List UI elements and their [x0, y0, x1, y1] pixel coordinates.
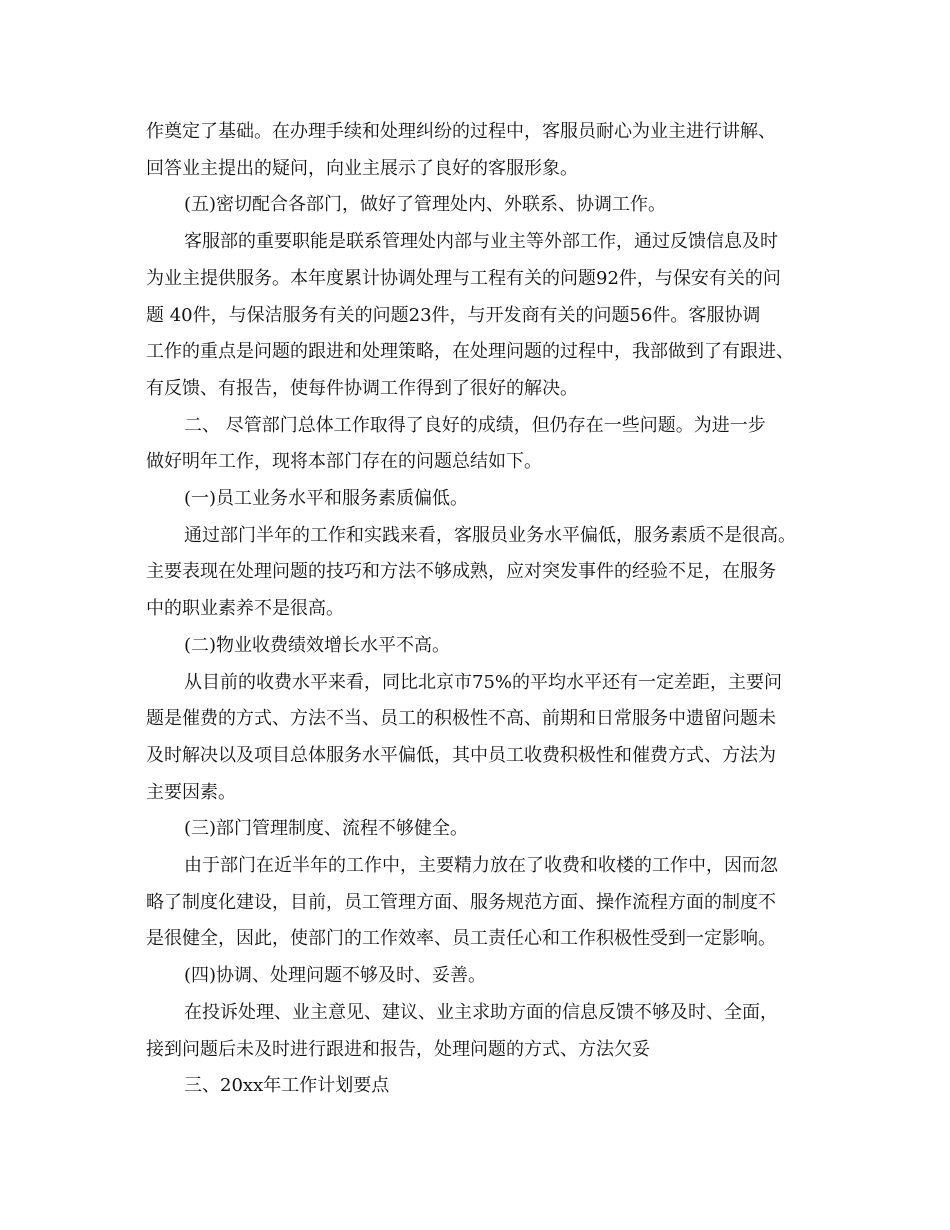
- paragraph-1-line-1: 作奠定了基础。在办理手续和处理纠纷的过程中，客服员耐心为业主进行讲解、: [146, 121, 776, 142]
- paragraph-3-line-4: 工作的重点是问题的跟进和处理策略，在处理问题的过程中，我部做到了有跟进、: [146, 341, 794, 362]
- paragraph-12-line-2: 接到问题后未及时进行跟进和报告，处理问题的方式、方法欠妥: [146, 1039, 650, 1060]
- paragraph-9-line-1: (三)部门管理制度、流程不够健全。: [184, 818, 469, 839]
- paragraph-8-line-3: 及时解决以及项目总体服务水平偏低，其中员工收费积极性和催费方式、方法为: [146, 745, 776, 766]
- paragraph-10-line-1: 由于部门在近半年的工作中，主要精力放在了收费和收楼的工作中，因而忽: [184, 855, 778, 876]
- paragraph-8-line-2: 题是催费的方式、方法不当、员工的积极性不高、前期和日常服务中遗留问题未: [146, 708, 776, 729]
- paragraph-4-line-2: 做好明年工作，现将本部门存在的问题总结如下。: [146, 451, 542, 472]
- paragraph-3-line-3: 题 40件，与保洁服务有关的问题23件，与开发商有关的问题56件。客服协调: [146, 305, 761, 326]
- paragraph-3-line-5: 有反馈、有报告，使每件协调工作得到了很好的解决。: [146, 378, 578, 399]
- paragraph-5-line-1: (一)员工业务水平和服务素质偏低。: [184, 488, 469, 509]
- paragraph-4-line-1: 二、 尽管部门总体工作取得了良好的成绩，但仍存在一些问题。为进一步: [184, 415, 766, 436]
- paragraph-7-line-1: (二)物业收费绩效增长水平不高。: [184, 635, 451, 656]
- paragraph-1-line-2: 回答业主提出的疑问，向业主展示了良好的客服形象。: [146, 158, 578, 179]
- paragraph-6-line-3: 中的职业素养不是很高。: [146, 598, 344, 619]
- paragraph-12-line-1: 在投诉处理、业主意见、建议、业主求助方面的信息反馈不够及时、全面，: [184, 1002, 778, 1023]
- paragraph-13-line-1: 三、20xx年工作计划要点: [184, 1075, 390, 1096]
- paragraph-3-line-2: 为业主提供服务。本年度累计协调处理与工程有关的问题92件，与保安有关的问: [146, 268, 781, 289]
- paragraph-2-line-1: (五)密切配合各部门，做好了管理处内、外联系、协调工作。: [184, 194, 667, 215]
- paragraph-10-line-3: 是很健全，因此，使部门的工作效率、员工责任心和工作积极性受到一定影响。: [146, 928, 776, 949]
- paragraph-6-line-1: 通过部门半年的工作和实践来看，客服员业务水平偏低，服务素质不是很高。: [184, 525, 796, 546]
- paragraph-11-line-1: (四)协调、处理问题不够及时、妥善。: [184, 965, 487, 986]
- paragraph-6-line-2: 主要表现在处理问题的技巧和方法不够成熟，应对突发事件的经验不足，在服务: [146, 561, 776, 582]
- paragraph-3-line-1: 客服部的重要职能是联系管理处内部与业主等外部工作，通过反馈信息及时: [184, 231, 778, 252]
- paragraph-8-line-1: 从目前的收费水平来看，同比北京市75%的平均水平还有一定差距，主要问: [184, 672, 783, 693]
- paragraph-8-line-4: 主要因素。: [146, 782, 236, 803]
- paragraph-10-line-2: 略了制度化建设，目前，员工管理方面、服务规范方面、操作流程方面的制度不: [146, 892, 776, 913]
